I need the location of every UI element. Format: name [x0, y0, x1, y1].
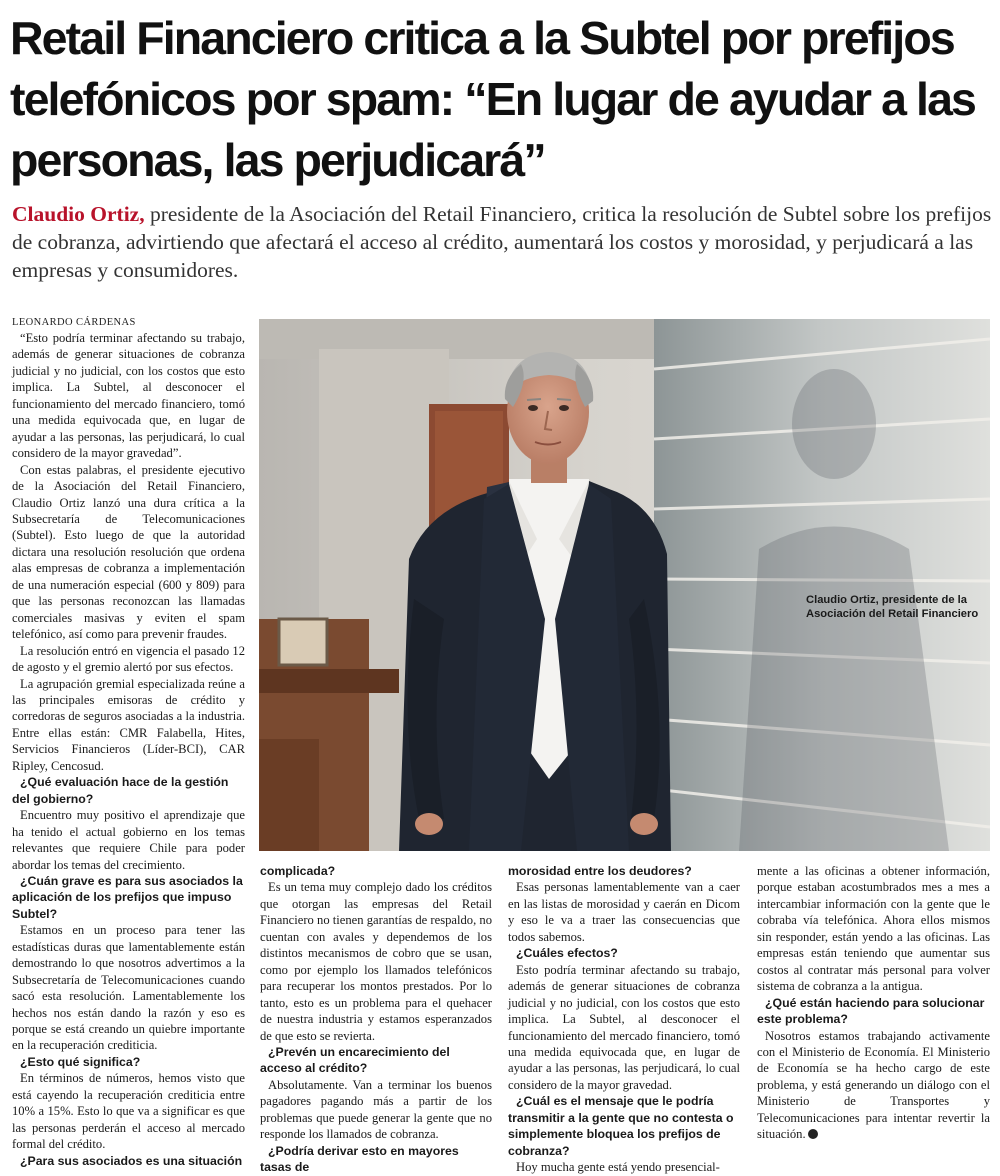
column-4: [757, 863, 990, 1143]
paragraph: [757, 1028, 990, 1143]
paragraph: Con estas palabras, el presidente ejecutivo de la Asociación del Retail Financiero, Claudio Ortiz lanzó una dura crítica a la Subsecretaría de Telecomunicaciones (Subtel). Esto luego de que la autoridad dictara una resolución resolución que ordena alas empresas de cobranza a implementación de una numeración especial (600 y 809) para que las personas reconozcan las llamadas comerciales masivas y eviten el spam telefónico, así como para prevenir fraudes.: [12, 462, 245, 642]
paragraph: Estamos en un proceso para tener las estadísticas duras que lamentablemente están demostrando lo que nosotros advertimos a la Subsecretaría de Telecomunicaciones cuando sacó esta resolución. Lamentablemente los hechos nos están dando la razón y eso es porque se está creando un quiebre importante en la recuperación crediticia.: [12, 923, 245, 1053]
question: ¿Qué evaluación hace de la gestión del gobierno?: [12, 775, 229, 806]
paragraph: mente a las oficinas a obtener información, porque estaban acostumbrados mes a mes a intercambiar información con la gente que le cobraba vía telefónica. Ahora ellos mismos sin responder, están yendo a las oficinas. Las empresas están teniendo que aumentar sus costos al contratar más personal para volver sistema de cobranza a la antigua.: [757, 864, 990, 994]
question: ¿Cuál es el mensaje que le podría transmitir a la gente que no contesta o simplemente bloquea los prefijos de cobranza?: [508, 1094, 734, 1158]
question: ¿Qué están haciendo para solucionar este problema?: [757, 995, 985, 1027]
paragraph: Encuentro muy positivo el aprendizaje que ha tenido el actual gobierno en los temas relevantes que requiere Chile para poder abordar los temas del crecimiento.: [12, 808, 245, 872]
paragraph: Esas personas lamentablemente van a caer en las listas de morosidad y caerán en Dicom y eso le va a traer las consecuencias que todos sabemos.: [508, 880, 740, 944]
paragraph: En términos de números, hemos visto que está cayendo la recuperación crediticia entre 10% a 15%. Esto lo que va a significar es que las personas perderán el acceso al mercado formal del crédito.: [12, 1071, 245, 1152]
question: ¿Esto qué significa?: [20, 1054, 141, 1069]
paragraph: La resolución entró en vigencia el pasado 12 de agosto y el gremio alertó por sus efectos.: [12, 643, 245, 675]
lede-name: Claudio Ortiz,: [12, 202, 145, 226]
photo-claudio-ortiz: [259, 319, 990, 851]
photo-caption: Claudio Ortiz, presidente de la Asociación del Retail Financiero: [806, 594, 979, 620]
paragraph-text: Nosotros estamos trabajando activamente con el Ministerio de Economía. El Ministerio de Economía se ha hecho cargo de este problema, y está generando un diálogo con el Ministerio de Transportes y Telecomunicaciones para intentar revertir la situación.: [757, 1028, 990, 1142]
lede-text: presidente de la Asociación del Retail Financiero, critica la resolución de Subtel sobre los prefijos de cobranza, advirtiendo que afectará el acceso al crédito, aumentará los costos y morosidad, y perjudicará a las empresas y consumidores.: [12, 202, 992, 282]
column-3: [508, 863, 740, 1176]
question: ¿Cuán grave es para sus asociados la aplicación de los prefijos que impuso Subtel?: [12, 873, 243, 921]
paragraph: Esto podría terminar afectando su trabajo, además de generar situaciones de cobranza judicial y no judicial, con los costos que esto implica. La Subtel, al desconocer el funcionamiento del mercado financiero, tomó una medida equivocada que, en lugar de ayudar a las personas, las perjudicará, lo cual considero de la mayor gravedad.: [508, 962, 740, 1092]
question: morosidad entre los deudores?: [508, 864, 692, 878]
column-1: [12, 330, 245, 1169]
question: complicada?: [260, 864, 336, 878]
headline: Retail Financiero critica a la Subtel por prefijos telefónicos por spam: “En lugar de ayudar a las personas, las perjudicará”: [10, 12, 975, 186]
question: ¿Para sus asociados es una situación: [20, 1153, 243, 1168]
question: ¿Prevén un encarecimiento del acceso al crédito?: [260, 1044, 450, 1076]
question: ¿Cuáles efectos?: [516, 946, 618, 961]
paragraph: La agrupación gremial especializada reúne a las principales emisoras de crédito y corredoras de seguros asociadas a la industria. Entre ellas están: CMR Falabella, Hites, Servicios Financieros (Líder-BCI), CAR Ripley, Cencosud.: [12, 676, 245, 773]
portrait-illustration: [259, 319, 990, 851]
question: ¿Podría derivar esto en mayores tasas de: [260, 1143, 459, 1175]
column-2: [260, 863, 492, 1176]
byline: LEONARDO CÁRDENAS: [12, 317, 136, 328]
paragraph: Es un tema muy complejo dado los créditos que otorgan las empresas del Retail Financiero no tienen garantías de respaldo, no cuentan con avales y dependemos de los distintos mecanismos de cobro que se usan, como por ejemplo los llamados telefónicos para recuperar los montos prestados. Por lo tanto, esto es un problema para el quehacer de nuestra industria y estamos esperanzados de que esto se revierta.: [260, 880, 492, 1043]
paragraph: “Esto podría terminar afectando su trabajo, además de generar situaciones de cobranza judicial y no judicial, con los costos que esto implica. La Subtel, al desconocer el funcionamiento del mercado financiero, tomó una medida equivocada que, en lugar de ayudar a las personas, las perjudicará, lo cual considero de la mayor gravedad”.: [12, 331, 245, 461]
paragraph: Absolutamente. Van a terminar los buenos pagadores pagando más a partir de los problemas que puede generar la gente que no responde los llamados de cobranza.: [260, 1077, 492, 1142]
lede: [12, 200, 992, 284]
paragraph: Hoy mucha gente está yendo presencial-: [516, 1160, 720, 1175]
end-of-article-icon: [808, 1129, 818, 1139]
